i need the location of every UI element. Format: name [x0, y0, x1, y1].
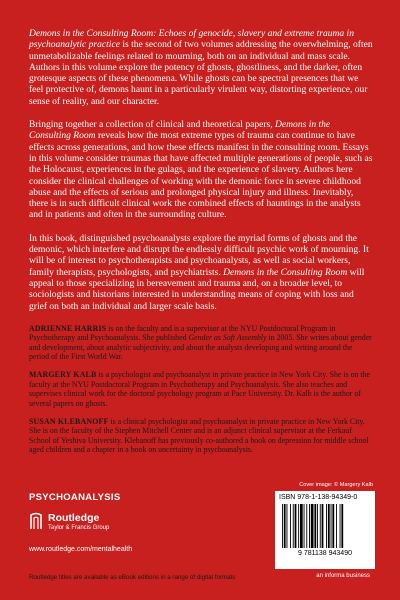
cover-image-credit: Cover image: © Margery Kalb [299, 482, 373, 488]
author-bio-kalb [29, 370, 373, 408]
publisher-url[interactable]: www.routledge.com/mentalhealth [29, 546, 133, 553]
author-bio-klebanoff [29, 417, 373, 455]
isbn-text: ISBN 978-1-138-94349-0 [279, 494, 358, 501]
blurb [29, 28, 373, 312]
author-name: MARGERY KALB [29, 370, 97, 380]
book-title: Demons in the Consulting Room [29, 119, 331, 142]
publisher-name: Routledge [48, 512, 100, 524]
blurb-text: is the second of two volumes addressing the overwhelming, often unmetabolizable feelings related to mourning, both on an individual and mass scale. Authors in this volume explore the potency of ghosts, ghostliness, and the darker, often grotesque aspects of these phenomena. While ghosts can be spectral presences that we feel protective of, demons haunt in a particularly virulent way, distorting experience, our sense of reality, and our character. [29, 39, 373, 107]
author-bios [29, 324, 373, 455]
publisher-subtitle: Taylor & Francis Group [48, 525, 110, 531]
routledge-logo-icon [29, 512, 43, 530]
svg-text:9 781138 943490: 9 781138 943490 [298, 550, 352, 556]
blurb-text: will appeal to those specializing in bereavement and trauma and, on a broader level, to sociologists and historians interested in understanding means of coping with loss and grief on both an individual and larger scale basis. [29, 266, 365, 312]
blurb-paragraph-1 [29, 28, 373, 107]
ebook-note: Routledge titles are available as eBook editions in a range of digital formats [29, 574, 236, 581]
informa-label: an informa business [316, 573, 370, 579]
author-name: SUSAN KLEBANOFF [29, 417, 109, 427]
blurb-paragraph-3 [29, 233, 373, 312]
book-title: Demons in the Consulting Room: Echoes of genocide, slavery and extreme trauma in psychoanalytic practice [29, 28, 354, 51]
blurb-text: Bringing together a collection of clinical and theoretical papers, [29, 119, 276, 131]
book-title: Demons in the Consulting Room [223, 266, 348, 278]
bio-text: is a psychologist and psychoanalyst in private practice in New York City. She is on the faculty at the NYU Postdoctoral Program in Psychotherapy and Psychoanalysis. She also teaches and supervises clinical work for the doctoral psychology program at Pace University. Dr. Kalb is the author of several papers on ghosts. [29, 370, 370, 408]
blurb-text: In this book, distinguished psychoanalysts explore the myriad forms of ghosts and the demonic, which interfere and disrupt the endlessly difficult psychic work of mourning. It will be of interest to psychotherapists and psychoanalysts, as well as social workers, family therapists, psychologists, and psychiatrists. [29, 232, 369, 278]
isbn-barcode-box [275, 491, 375, 569]
barcode-icon [279, 504, 371, 556]
bio-text: is on the faculty and is a supervisor at the NYU Postdoctoral Program in Psychotherapy and Psychoanalysis. She published [29, 323, 336, 343]
blurb-paragraph-2 [29, 119, 373, 221]
back-cover-text [29, 28, 373, 464]
blurb-text: reveals how the most extreme types of trauma can continue to have effects across generations, and how these effects manifest in the consulting room. Essays in this volume consider traumas that have affected multiple generations of people, such as the Holocaust, experiences in the gulags, and the experience of slavery. Authors here consider the clinical challenges of working with the demonic force in severe childhood abuse and the effects of serious and prolonged physical injury and illness. Inevitably, there is in such difficult clinical work the combined effects of hauntings in the analysts and in patients and often in the surrounding culture. [29, 130, 373, 221]
author-bio-harris [29, 324, 373, 362]
bio-text: is a clinical psychologist and psychoanalyst in private practice in New York City. She is on the faculty of the Stephen Mitchell Center and is an adjunct clinical supervisor at the Ferkauf School of Yeshiva University. Klebanoff has previously co-authored a book on depression for middle school aged children and a chapter in a book on uncertainty in psychoanalysis. [29, 417, 369, 455]
book-title: Gender as Soft Assembly [188, 333, 267, 343]
series-label: PSYCHOANALYSIS [29, 492, 121, 503]
bio-text: in 2005. She writes about gender and development, about analytic subjectivity, and about the analysts developing and writing around the period of the First World War. [29, 333, 372, 362]
author-name: ADRIENNE HARRIS [29, 323, 107, 333]
